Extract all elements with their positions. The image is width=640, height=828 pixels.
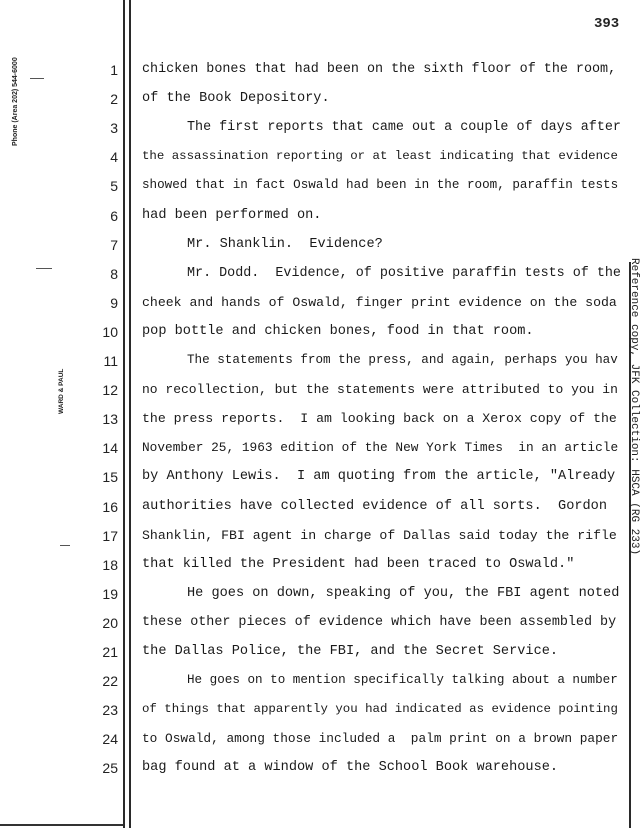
- line-number: 16: [102, 499, 118, 515]
- line-number: 7: [110, 237, 118, 253]
- line-number: 11: [103, 353, 118, 369]
- transcript-line: the assassination reporting or at least indicating that evidence: [142, 149, 618, 163]
- transcript-line: cheek and hands of Oswald, finger print evidence on the soda: [142, 295, 617, 310]
- transcript-line: chicken bones that had been on the sixth floor of the room,: [142, 62, 617, 77]
- transcript-line: the Dallas Police, the FBI, and the Secret Service.: [142, 644, 559, 659]
- line-number: 10: [102, 324, 118, 340]
- transcript-line: The first reports that came out a couple of days after: [187, 120, 621, 135]
- line-number: 15: [102, 469, 118, 485]
- left-margin-rule-inner: [129, 0, 131, 828]
- transcript-line: Shanklin, FBI agent in charge of Dallas said today the rifle: [142, 528, 617, 543]
- line-number: 22: [102, 673, 118, 689]
- line-number: 14: [102, 440, 118, 456]
- line-number: 23: [102, 702, 118, 718]
- transcript-line: of the Book Depository.: [142, 91, 330, 106]
- line-number: 1: [110, 62, 118, 78]
- line-number: 5: [110, 178, 118, 194]
- transcript-line: authorities have collected evidence of all sorts. Gordon: [142, 499, 607, 514]
- transcript-line: He goes on down, speaking of you, the FBI agent noted: [187, 586, 620, 601]
- transcript-line: He goes on to mention specifically talking about a number: [187, 673, 618, 687]
- transcript-line: the press reports. I am looking back on a Xerox copy of the: [142, 411, 617, 426]
- line-number: 8: [110, 266, 118, 282]
- line-number: 17: [102, 528, 118, 544]
- line-number: 12: [102, 382, 118, 398]
- transcript-line: bag found at a window of the School Book warehouse.: [142, 760, 559, 775]
- transcript-line: of things that apparently you had indicated as evidence pointing: [142, 702, 618, 716]
- transcript-line: had been performed on.: [142, 208, 322, 223]
- margin-tick: [30, 78, 44, 79]
- transcript-line: Mr. Dodd. Evidence, of positive paraffin tests of the: [187, 266, 621, 281]
- line-number: 6: [110, 208, 118, 224]
- margin-tick: [36, 268, 52, 269]
- archive-reference-stamp: Reference copy, JFK Collection: HSCA (RG 233): [628, 258, 640, 556]
- phone-margin-text: Phone (Area 202) 544-6000: [12, 57, 19, 146]
- transcript-line: pop bottle and chicken bones, food in that room.: [142, 324, 534, 339]
- bottom-rule: [0, 824, 123, 826]
- left-margin-rule: [123, 0, 125, 828]
- line-number: 3: [110, 120, 118, 136]
- transcript-line: no recollection, but the statements were attributed to you in: [142, 382, 618, 397]
- firm-margin-text: WARD & PAUL: [58, 368, 65, 414]
- line-number: 24: [102, 731, 118, 747]
- page-number: 393: [594, 16, 620, 32]
- line-number: 21: [102, 644, 118, 660]
- line-number: 13: [102, 411, 118, 427]
- line-number: 2: [110, 91, 118, 107]
- line-number: 4: [110, 149, 118, 165]
- transcript-line: Mr. Shanklin. Evidence?: [187, 237, 383, 252]
- transcript-line: these other pieces of evidence which have been assembled by: [142, 615, 617, 630]
- transcript-line: to Oswald, among those included a palm print on a brown paper: [142, 731, 619, 746]
- line-number: 25: [102, 760, 118, 776]
- line-number: 9: [110, 295, 118, 311]
- transcript-line: November 25, 1963 edition of the New York Times in an article: [142, 440, 619, 455]
- transcript-line: that killed the President had been traced to Oswald.": [142, 557, 575, 572]
- line-number: 20: [102, 615, 118, 631]
- margin-tick: [60, 545, 70, 546]
- transcript-line: The statements from the press, and again, perhaps you hav: [187, 353, 618, 367]
- transcript-line: showed that in fact Oswald had been in the room, paraffin tests: [142, 178, 619, 192]
- line-number: 19: [102, 586, 118, 602]
- line-number: 18: [102, 557, 118, 573]
- transcript-line: by Anthony Lewis. I am quoting from the article, "Already: [142, 469, 616, 484]
